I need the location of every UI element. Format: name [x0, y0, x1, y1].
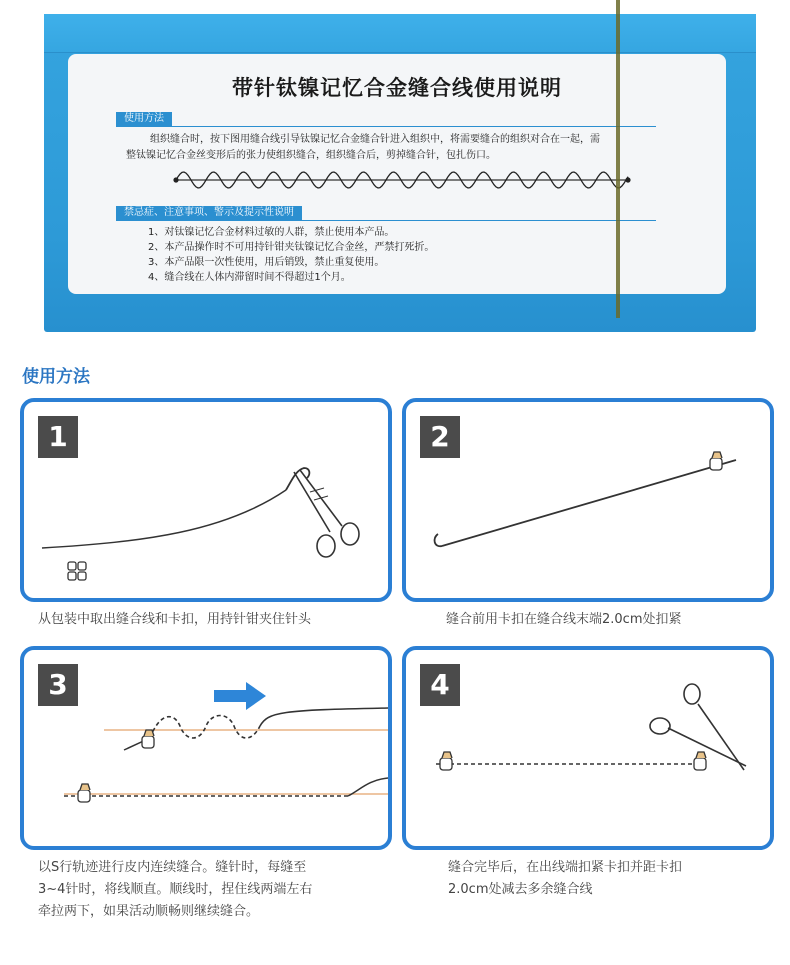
- step-3-caption-line-2: 3~4针时，将线顺直。顺线时，捏住线两端左右: [38, 882, 313, 897]
- step-1-number: 1: [38, 416, 78, 458]
- step-1-illustration: [24, 402, 388, 598]
- box-top-edge: [44, 14, 756, 53]
- box-title: 带针钛镍记忆合金缝合线使用说明: [232, 76, 562, 100]
- step-2-number: 2: [420, 416, 460, 458]
- usage-heading: 使用方法: [116, 112, 172, 126]
- warning-1: 1、对钛镍记忆合金材料过敏的人群，禁止使用本产品。: [148, 227, 395, 238]
- warning-4: 4、缝合线在人体内滞留时间不得超过1个月。: [148, 272, 351, 283]
- usage-text-line-1: 组织缝合时，按下图用缝合线引导钛镍记忆合金缝合针进入组织中，将需要缝合的组织对合在一起，需: [150, 134, 600, 145]
- step-3-caption: [38, 857, 312, 923]
- step-3-number: 3: [38, 664, 78, 706]
- step-2-caption: 缝合前用卡扣在缝合线末端2.0cm处扣紧: [446, 612, 682, 627]
- step-1-panel: [20, 398, 392, 602]
- warning-heading: 禁忌症、注意事项、警示及提示性说明: [116, 206, 302, 220]
- box-label: [68, 54, 726, 294]
- warning-3: 3、本产品限一次性使用，用后销毁，禁止重复使用。: [148, 257, 385, 268]
- step-4-caption-line-2: 2.0cm处减去多余缝合线: [448, 882, 593, 897]
- instructions-heading: 使用方法: [22, 367, 90, 387]
- step-4-number: 4: [420, 664, 460, 706]
- step-3-panel: [20, 646, 392, 850]
- step-3-illustration: [24, 650, 388, 846]
- step-4-caption-line-1: 缝合完毕后，在出线端扣紧卡扣并距卡扣: [448, 860, 683, 875]
- step-4-panel: [402, 646, 774, 850]
- step-2-illustration: [406, 402, 770, 598]
- step-2-panel: [402, 398, 774, 602]
- step-3-caption-line-1: 以S行轨迹进行皮内连续缝合。缝针时，每缝至: [38, 860, 307, 875]
- step-4-caption: [448, 857, 682, 901]
- step-3-caption-line-3: 牵拉两下，如果活动顺畅则继续缝合。: [38, 904, 260, 919]
- step-4-illustration: [406, 650, 770, 846]
- box-strap: [616, 0, 620, 318]
- step-1-caption: 从包装中取出缝合线和卡扣，用持针钳夹住针头: [38, 612, 312, 627]
- usage-text-line-2: 整钛镍记忆合金丝变形后的张力使组织缝合，组织缝合后，剪掉缝合针，包扎伤口。: [126, 150, 496, 161]
- warning-2: 2、本产品操作时不可用持针钳夹钛镍记忆合金丝，严禁打死折。: [148, 242, 435, 253]
- warning-divider: [116, 220, 656, 221]
